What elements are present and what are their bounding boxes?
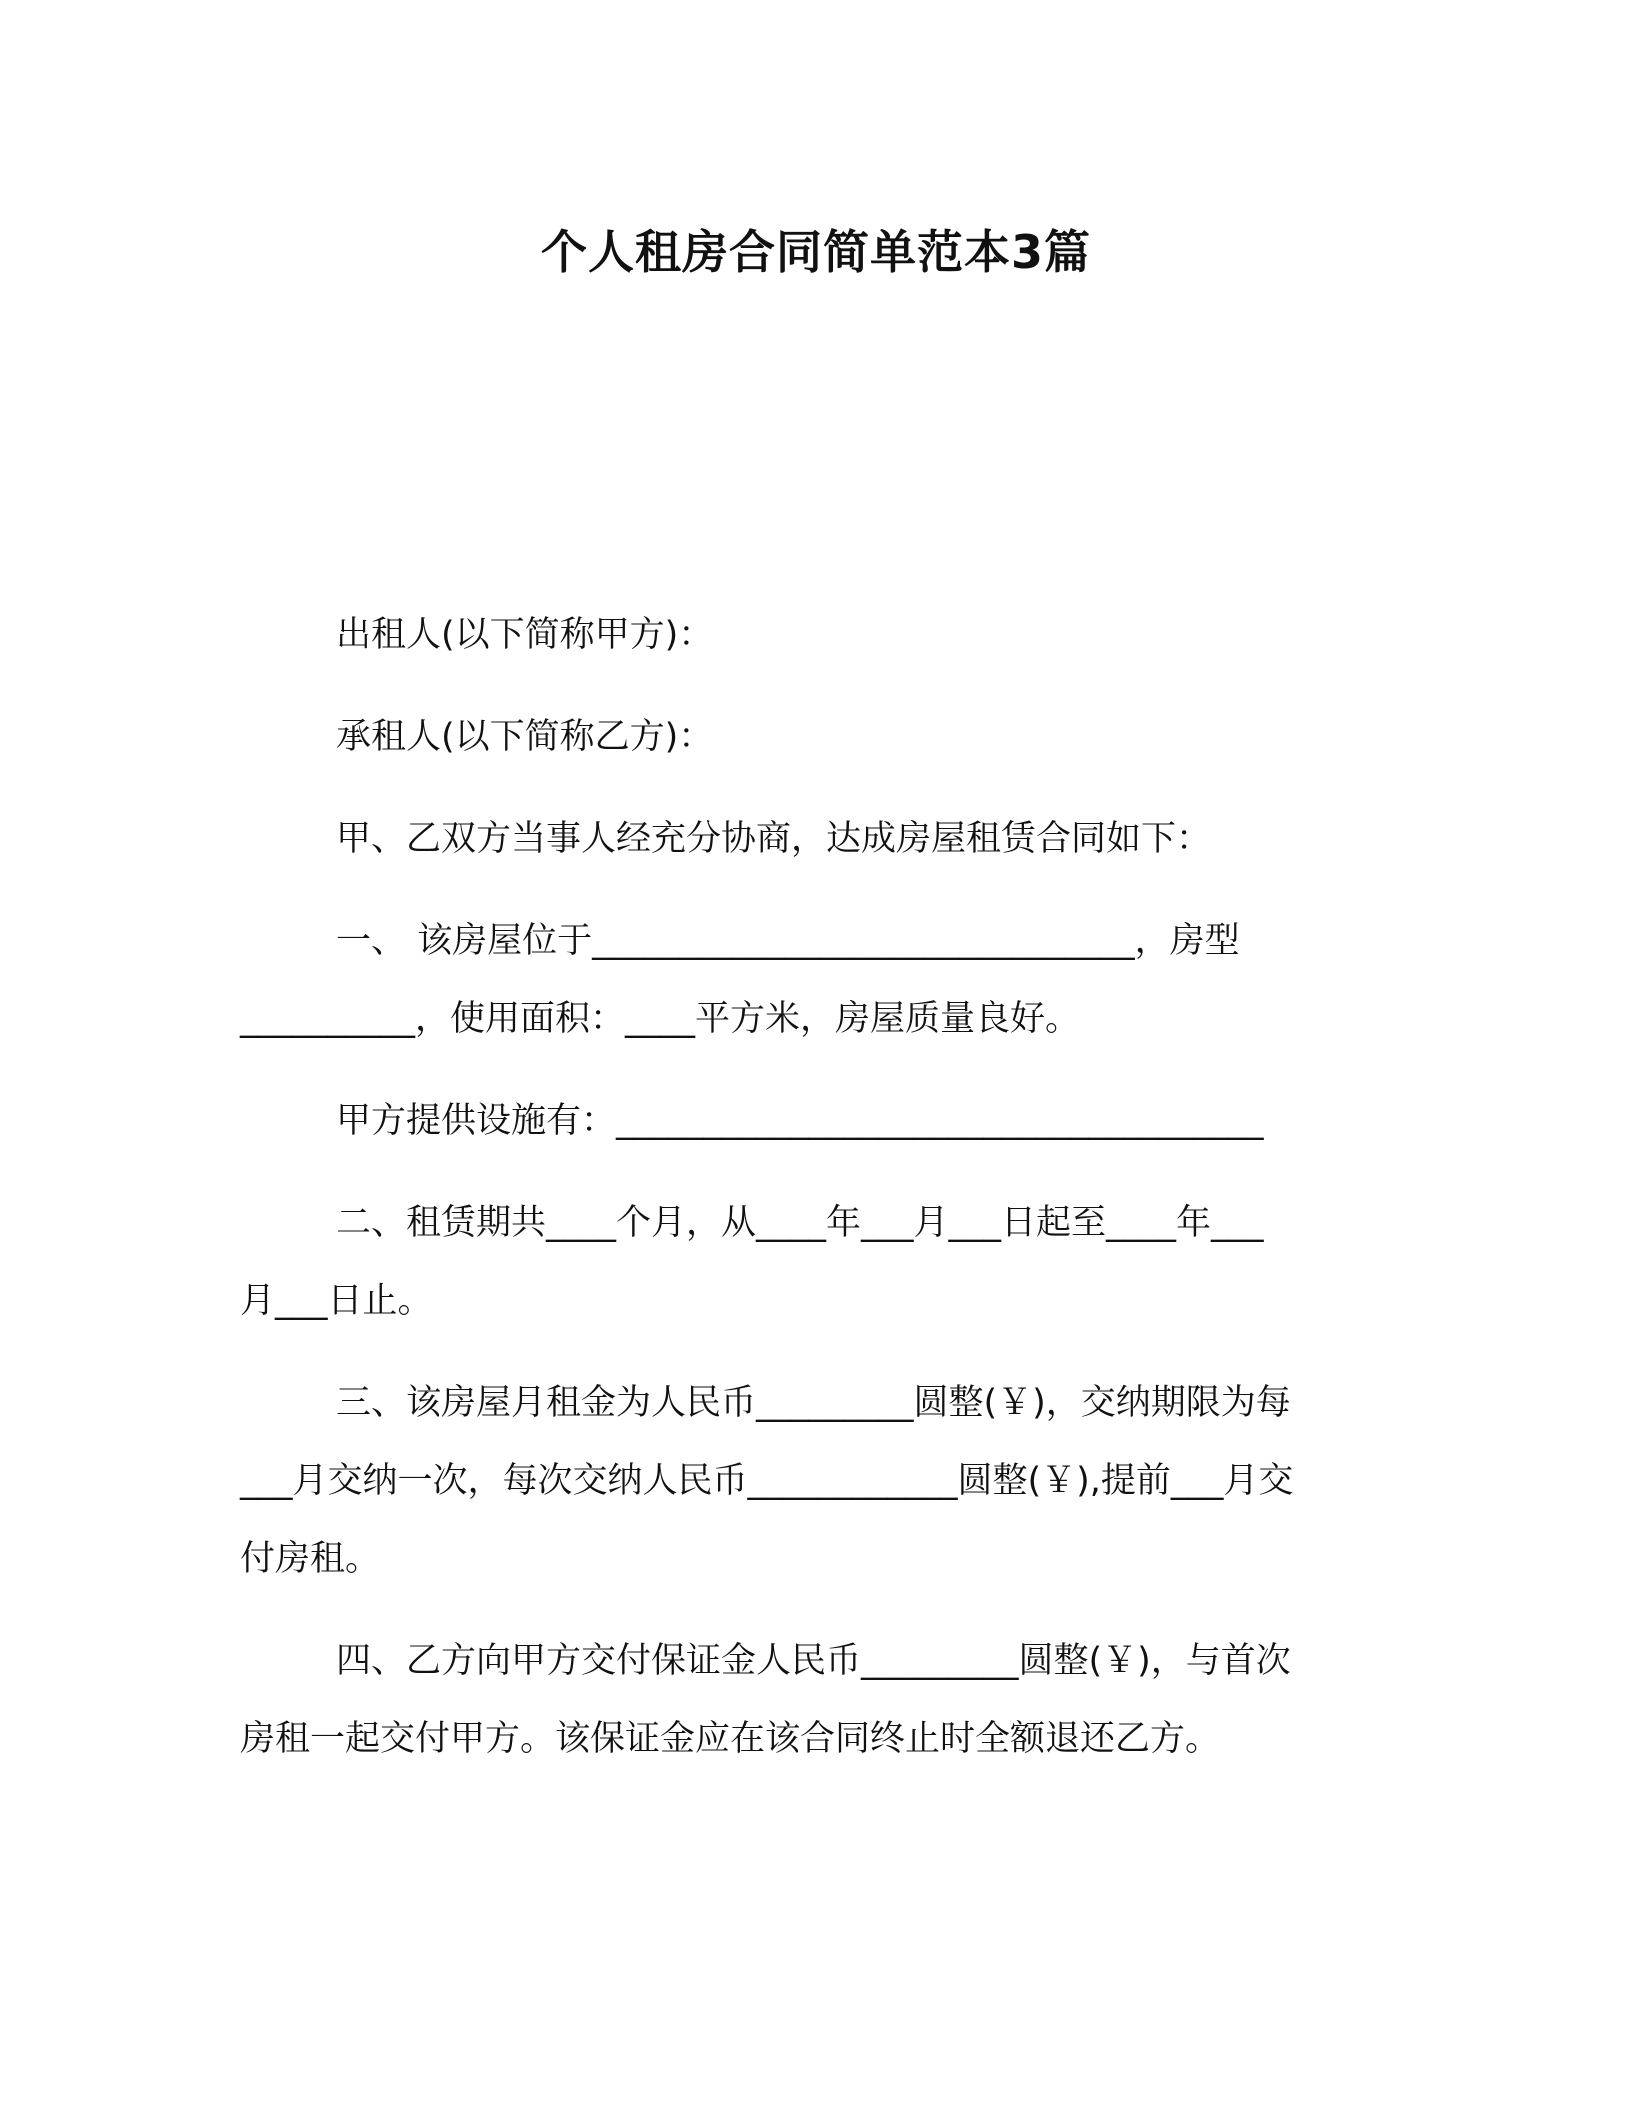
clause-3-line-3: 付房租。 xyxy=(240,1539,381,1579)
lessor-line: 出租人(以下简称甲方)： xyxy=(336,615,714,655)
clause-2 xyxy=(240,1184,1400,1340)
clause-1 xyxy=(240,902,1400,1058)
clause-3-line-2: ___月交纳一次，每次交纳人民币____________圆整(￥),提前___月交 xyxy=(240,1461,1294,1501)
document-body xyxy=(240,596,1400,1802)
clause-4-line-1: 四、乙方向甲方交付保证金人民币_________圆整(￥)，与首次 xyxy=(336,1641,1291,1681)
clause-4-line-2: 房租一起交付甲方。该保证金应在该合同终止时全额退还乙方。 xyxy=(240,1719,1221,1759)
facilities-line: 甲方提供设施有：_____________________________________ xyxy=(336,1101,1264,1141)
clause-2-line-1: 二、租赁期共____个月，从____年___月___日起至____年___ xyxy=(336,1203,1264,1243)
clause-1-line-1: 一、 该房屋位于_______________________________，房型 xyxy=(336,921,1240,961)
clause-3-line-1: 三、该房屋月租金为人民币_________圆整(￥)，交纳期限为每 xyxy=(336,1383,1291,1423)
clause-3 xyxy=(240,1364,1400,1598)
clause-1-line-2: __________，使用面积：____平方米，房屋质量良好。 xyxy=(240,999,1081,1039)
clause-2-line-2: 月___日止。 xyxy=(240,1281,433,1321)
document-title: 个人租房合同简单范本3篇 xyxy=(540,225,1091,279)
intro-paragraph: 甲、乙双方当事人经充分协商，达成房屋租赁合同如下： xyxy=(336,819,1212,859)
clause-4 xyxy=(240,1622,1400,1778)
lessee-line: 承租人(以下简称乙方)： xyxy=(336,717,714,757)
